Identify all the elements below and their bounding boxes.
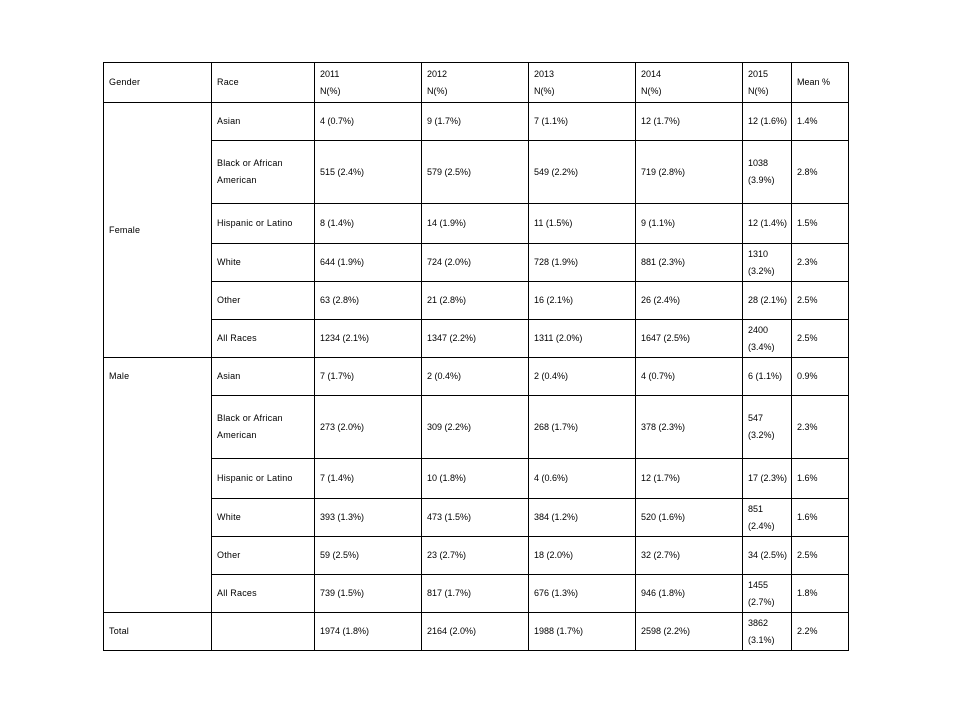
value-cell: 26 (2.4%)	[636, 282, 743, 320]
header-year-2013: 2013 N(%)	[529, 63, 636, 103]
mean-cell: 2.3%	[792, 396, 849, 459]
value-cell: 547 (3.2%)	[743, 396, 792, 459]
value-cell: 1234 (2.1%)	[315, 320, 422, 358]
header-row	[104, 63, 849, 103]
header-year-2012: 2012 N(%)	[422, 63, 529, 103]
mean-cell: 1.5%	[792, 204, 849, 244]
value-cell: 12 (1.4%)	[743, 204, 792, 244]
value-cell: 719 (2.8%)	[636, 141, 743, 204]
table-row	[104, 396, 849, 459]
value-cell: 32 (2.7%)	[636, 537, 743, 575]
race-cell: White	[212, 499, 315, 537]
value-cell: 724 (2.0%)	[422, 244, 529, 282]
gender-cell	[104, 537, 212, 575]
table-row	[104, 103, 849, 141]
data-table	[103, 62, 849, 651]
value-cell: 18 (2.0%)	[529, 537, 636, 575]
race-cell: Other	[212, 537, 315, 575]
value-cell: 549 (2.2%)	[529, 141, 636, 204]
value-cell: 21 (2.8%)	[422, 282, 529, 320]
race-cell: White	[212, 244, 315, 282]
race-cell: Black or African American	[212, 396, 315, 459]
value-cell: 9 (1.1%)	[636, 204, 743, 244]
table-row	[104, 282, 849, 320]
value-cell: 384 (1.2%)	[529, 499, 636, 537]
value-cell: 1988 (1.7%)	[529, 613, 636, 651]
gender-cell: Female	[104, 103, 212, 358]
mean-cell: 2.2%	[792, 613, 849, 651]
value-cell: 2 (0.4%)	[422, 358, 529, 396]
value-cell: 515 (2.4%)	[315, 141, 422, 204]
value-cell: 12 (1.7%)	[636, 459, 743, 499]
value-cell: 11 (1.5%)	[529, 204, 636, 244]
value-cell: 851 (2.4%)	[743, 499, 792, 537]
value-cell: 4 (0.7%)	[636, 358, 743, 396]
value-cell: 881 (2.3%)	[636, 244, 743, 282]
value-cell: 520 (1.6%)	[636, 499, 743, 537]
race-cell: All Races	[212, 575, 315, 613]
value-cell: 1455 (2.7%)	[743, 575, 792, 613]
value-cell: 2164 (2.0%)	[422, 613, 529, 651]
header-gender: Gender	[104, 63, 212, 103]
value-cell: 817 (1.7%)	[422, 575, 529, 613]
header-year-2011: 2011 N(%)	[315, 63, 422, 103]
value-cell: 309 (2.2%)	[422, 396, 529, 459]
mean-cell: 1.8%	[792, 575, 849, 613]
value-cell: 268 (1.7%)	[529, 396, 636, 459]
value-cell: 676 (1.3%)	[529, 575, 636, 613]
value-cell: 16 (2.1%)	[529, 282, 636, 320]
value-cell: 12 (1.6%)	[743, 103, 792, 141]
value-cell: 728 (1.9%)	[529, 244, 636, 282]
total-label: Total	[104, 613, 212, 651]
value-cell: 1310 (3.2%)	[743, 244, 792, 282]
value-cell: 14 (1.9%)	[422, 204, 529, 244]
total-row	[104, 613, 849, 651]
race-cell: Other	[212, 282, 315, 320]
gender-cell	[104, 459, 212, 499]
gender-cell	[104, 396, 212, 459]
header-year-2014: 2014 N(%)	[636, 63, 743, 103]
value-cell: 34 (2.5%)	[743, 537, 792, 575]
value-cell: 4 (0.7%)	[315, 103, 422, 141]
value-cell: 59 (2.5%)	[315, 537, 422, 575]
table-row	[104, 204, 849, 244]
value-cell: 1311 (2.0%)	[529, 320, 636, 358]
table-row	[104, 141, 849, 204]
value-cell: 28 (2.1%)	[743, 282, 792, 320]
value-cell: 644 (1.9%)	[315, 244, 422, 282]
value-cell: 7 (1.1%)	[529, 103, 636, 141]
value-cell: 1647 (2.5%)	[636, 320, 743, 358]
value-cell: 2 (0.4%)	[529, 358, 636, 396]
value-cell: 393 (1.3%)	[315, 499, 422, 537]
value-cell: 6 (1.1%)	[743, 358, 792, 396]
mean-cell: 0.9%	[792, 358, 849, 396]
race-cell: Asian	[212, 103, 315, 141]
header-race: Race	[212, 63, 315, 103]
value-cell: 2598 (2.2%)	[636, 613, 743, 651]
value-cell: 7 (1.7%)	[315, 358, 422, 396]
race-cell: All Races	[212, 320, 315, 358]
value-cell: 63 (2.8%)	[315, 282, 422, 320]
table-row	[104, 358, 849, 396]
value-cell: 17 (2.3%)	[743, 459, 792, 499]
race-cell: Black or African American	[212, 141, 315, 204]
table-row	[104, 575, 849, 613]
value-cell: 3862 (3.1%)	[743, 613, 792, 651]
value-cell: 4 (0.6%)	[529, 459, 636, 499]
mean-cell: 1.4%	[792, 103, 849, 141]
value-cell: 273 (2.0%)	[315, 396, 422, 459]
value-cell: 23 (2.7%)	[422, 537, 529, 575]
table-row	[104, 244, 849, 282]
race-cell	[212, 613, 315, 651]
value-cell: 12 (1.7%)	[636, 103, 743, 141]
mean-cell: 1.6%	[792, 499, 849, 537]
value-cell: 378 (2.3%)	[636, 396, 743, 459]
mean-cell: 2.5%	[792, 320, 849, 358]
value-cell: 739 (1.5%)	[315, 575, 422, 613]
race-cell: Hispanic or Latino	[212, 204, 315, 244]
value-cell: 7 (1.4%)	[315, 459, 422, 499]
mean-cell: 2.5%	[792, 537, 849, 575]
header-year-2015: 2015 N(%)	[743, 63, 792, 103]
mean-cell: 2.3%	[792, 244, 849, 282]
race-cell: Asian	[212, 358, 315, 396]
gender-cell	[104, 575, 212, 613]
table-row	[104, 537, 849, 575]
mean-cell: 2.8%	[792, 141, 849, 204]
gender-cell	[104, 499, 212, 537]
value-cell: 1974 (1.8%)	[315, 613, 422, 651]
value-cell: 9 (1.7%)	[422, 103, 529, 141]
race-cell: Hispanic or Latino	[212, 459, 315, 499]
gender-cell: Male	[104, 358, 212, 396]
value-cell: 473 (1.5%)	[422, 499, 529, 537]
table-row	[104, 499, 849, 537]
mean-cell: 1.6%	[792, 459, 849, 499]
header-mean: Mean %	[792, 63, 849, 103]
table-row	[104, 320, 849, 358]
value-cell: 1347 (2.2%)	[422, 320, 529, 358]
value-cell: 8 (1.4%)	[315, 204, 422, 244]
table-row	[104, 459, 849, 499]
value-cell: 946 (1.8%)	[636, 575, 743, 613]
value-cell: 2400 (3.4%)	[743, 320, 792, 358]
mean-cell: 2.5%	[792, 282, 849, 320]
value-cell: 1038 (3.9%)	[743, 141, 792, 204]
value-cell: 10 (1.8%)	[422, 459, 529, 499]
value-cell: 579 (2.5%)	[422, 141, 529, 204]
